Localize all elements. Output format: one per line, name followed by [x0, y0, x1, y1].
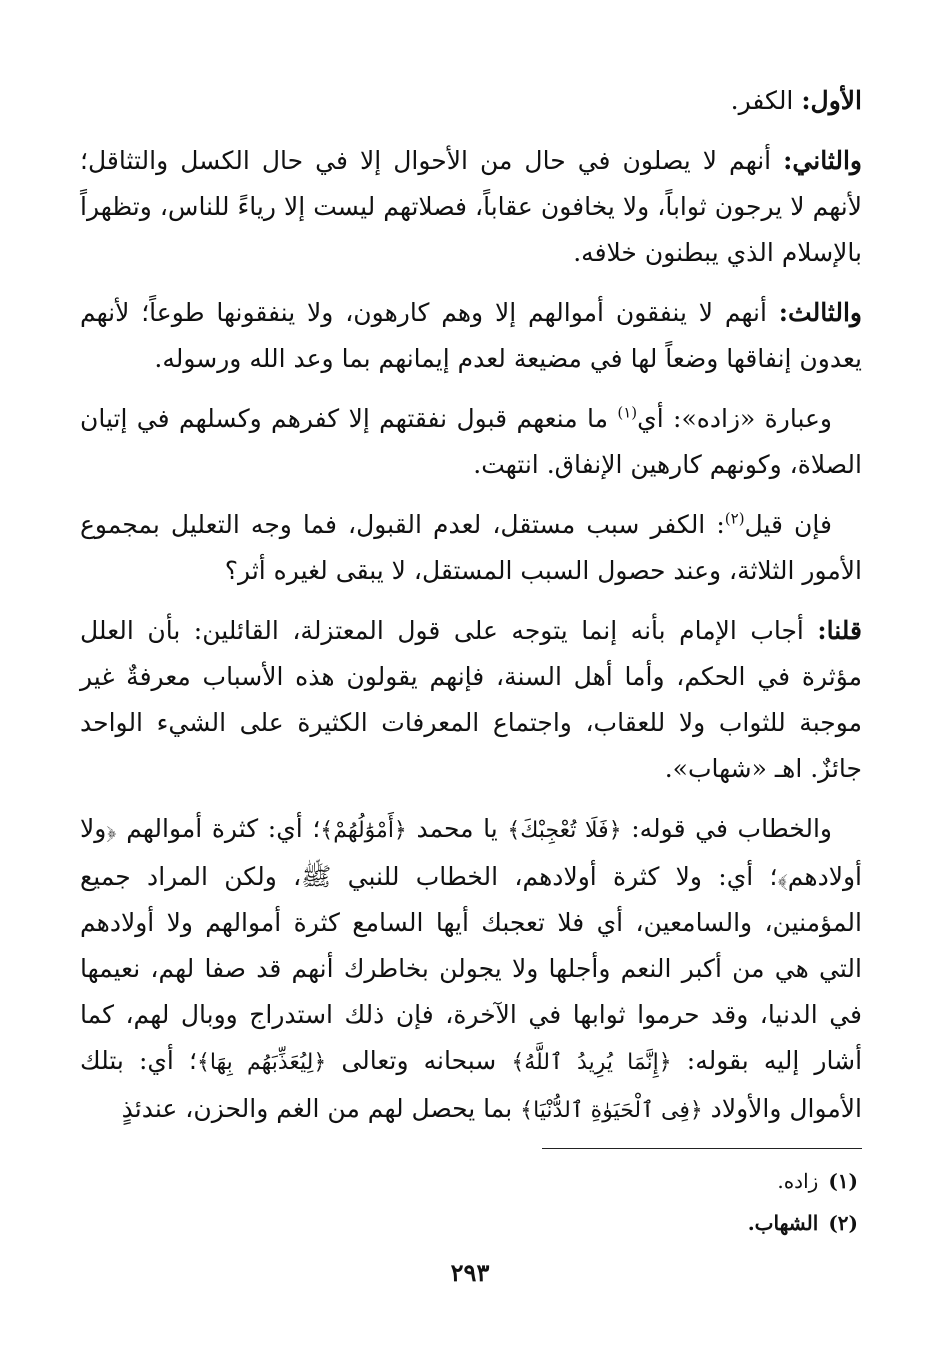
footnote-number: (٢): [828, 1211, 858, 1235]
footnote-item: [748, 1160, 858, 1202]
paragraph-lead: قلنا:: [817, 616, 862, 645]
paragraph-text: ؛ أي: كثرة أموالهم: [116, 814, 321, 843]
paragraph-lead: الأول:: [801, 86, 862, 115]
paragraph-second: [80, 138, 862, 276]
paragraph-text: : الكفر سبب مستقل، لعدم القبول، فما وجه التعليل بمجموع الأمور الثلاثة، وعند حصول السبب المستقل، لا يبقى لغيره أثر؟: [80, 510, 862, 585]
paragraph-text: أنهم لا يصلون في حال من الأحوال إلا في حال الكسل والتثاقل؛ لأنهم لا يرجون ثواباً، ولا يخافون عقاباً، فصلاتهم ليست إلا رياءً للناس، وتظهراً بالإسلام الذي يبطنون خلافه.: [80, 146, 862, 267]
paragraph-text: ؛ أي: ولا كثرة أولادهم، الخطاب للنبي ﷺ، ولكن المراد جميع المؤمنين، والسامعين، أي فلا تعجبك أيها السامع كثرة أموالهم ولا أولادهم التي هي من أكبر النعم وأجلها ولا يجولن بخاطرك أنهم قد صفا لهم، نعيمها في الدنيا، وقد حرموا ثوابها في الآخرة، فإن ذلك استدراج ووبال لهم، كما أشار إليه بقوله:: [80, 862, 863, 1075]
paragraph-text: ؛ أي: بتلك الأموال والأولاد: [80, 1046, 862, 1123]
page-number: ٢٩٣: [450, 1258, 490, 1287]
footnote-text: الشهاب.: [747, 1211, 819, 1235]
footnote-divider: [542, 1148, 862, 1149]
paragraph-first: [80, 78, 862, 124]
paragraph-text: والخطاب في قوله:: [621, 814, 832, 843]
paragraph-objection: [80, 502, 862, 594]
footnote-number: (١): [828, 1169, 858, 1193]
paragraph-zadeh-quote: [80, 396, 862, 488]
footnote-ref[interactable]: (١): [617, 403, 638, 422]
quran-verse: ﴿فَلَا تُعْجِبْكَ﴾: [507, 818, 622, 843]
paragraph-text: فإن قيل: [744, 510, 832, 539]
paragraph-third: [80, 290, 862, 382]
page-body: [80, 78, 862, 1148]
paragraph-lead: والثالث:: [778, 298, 862, 327]
paragraph-text: بما يحصل لهم من الغم والحزن، عندئذٍ: [121, 1094, 521, 1123]
quran-verse: ﴿لِيُعَذِّبَهُم بِهَا﴾: [196, 1050, 327, 1075]
footnote-text: زاده.: [777, 1169, 819, 1193]
quran-verse: ﴿فِى ٱلْحَيَوٰةِ ٱلدُّنْيَا﴾: [520, 1098, 703, 1123]
footnote-item: [748, 1202, 858, 1244]
footnote-ref[interactable]: (٢): [724, 509, 745, 528]
paragraph-text: يا محمد: [406, 814, 508, 843]
paragraph-text: وعبارة «زاده»: أي: [637, 404, 833, 433]
paragraph-reply: [80, 608, 862, 792]
quran-verse: ﴿إِنَّمَا يُرِيدُ ٱللَّهُ﴾: [511, 1050, 672, 1075]
footnotes: [748, 1160, 858, 1244]
quran-verse: ﴿ولا أولادهم﴾: [80, 814, 862, 891]
paragraph-text: الكفر.: [730, 86, 802, 115]
paragraph-text: أجاب الإمام بأنه إنما يتوجه على قول المعتزلة، القائلين: بأن العلل مؤثرة في الحكم، وأما أهل السنة، فإنهم يقولون هذه الأسباب معرفةٌ غير موجبة للثواب ولا للعقاب، واجتماع المعرفات الكثيرة على الشيء الواحد جائزٌ. اهـ «شهاب».: [80, 616, 862, 783]
paragraph-text: سبحانه وتعالى: [326, 1046, 512, 1075]
quran-verse: ﴿أَمْوَٰلُهُمْ﴾: [320, 818, 407, 843]
paragraph-text: ما منعهم قبول نفقتهم إلا كفرهم وكسلهم في إتيان الصلاة، وكونهم كارهين الإنفاق. انتهت.: [80, 404, 862, 479]
paragraph-address: [80, 806, 862, 1134]
paragraph-text: أنهم لا ينفقون أموالهم إلا وهم كارهون، ولا ينفقونها طوعاً؛ لأنهم يعدون إنفاقها وضعاً لها في مضيعة لعدم إيمانهم بما وعد الله ورسوله.: [80, 298, 862, 373]
paragraph-lead: والثاني:: [783, 146, 862, 175]
